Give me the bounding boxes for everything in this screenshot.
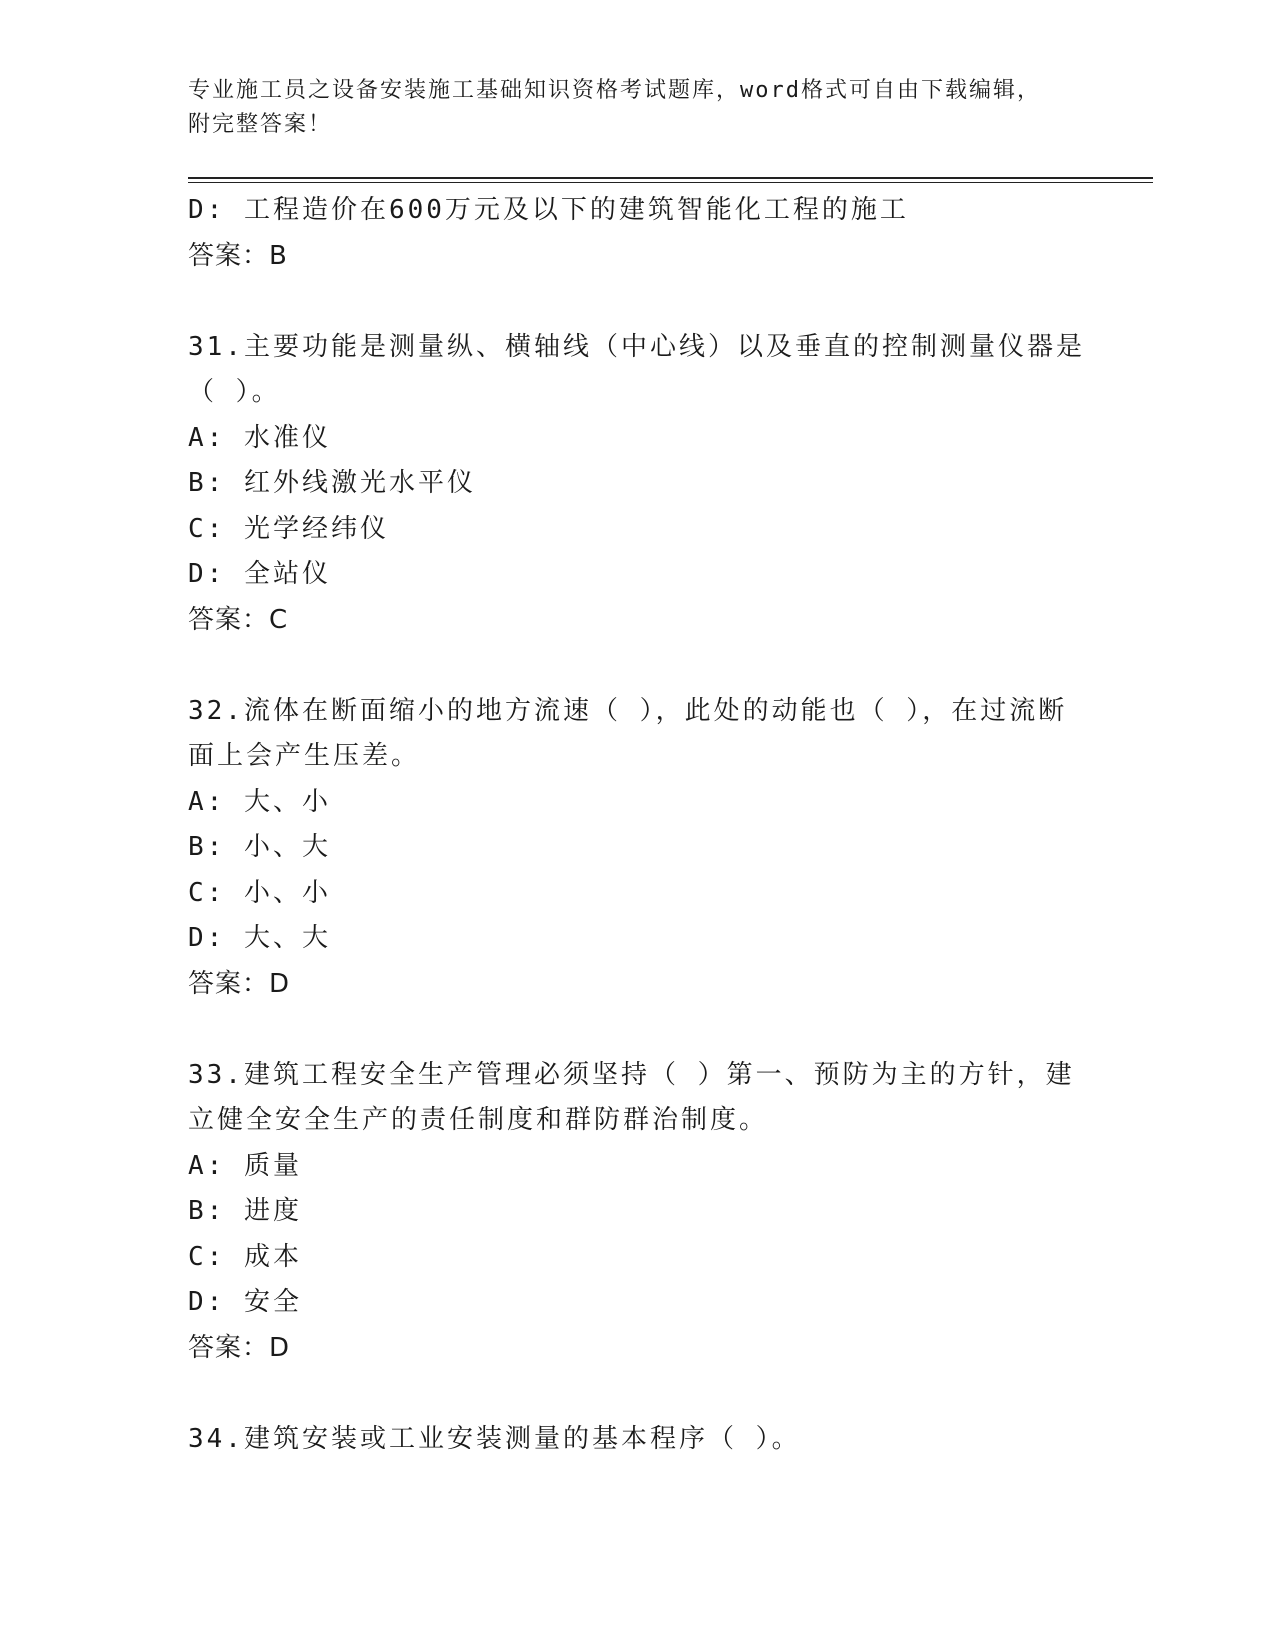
- option-d: D: 全站仪: [188, 559, 331, 589]
- option-b: B: 红外线激光水平仪: [188, 468, 476, 498]
- header-divider-thick: [188, 177, 1153, 179]
- answer: 答案：D: [188, 1332, 291, 1363]
- header-line-2: 附完整答案！: [188, 112, 333, 137]
- spacer: [188, 279, 1088, 325]
- question-stem-cont: 立健全安全生产的责任制度和群防群治制度。: [188, 1105, 769, 1135]
- question-list: [188, 188, 1088, 1462]
- option-a: A: 水准仪: [188, 422, 331, 453]
- question-32: [188, 689, 1088, 1008]
- question-stem: 34.建筑安装或工业安装测量的基本程序（ ）。: [188, 1423, 801, 1454]
- option-a: A: 质量: [188, 1150, 302, 1181]
- header-divider-thin: [188, 182, 1153, 183]
- option-d: D: 安全: [188, 1287, 302, 1317]
- option-d: D: 大、大: [188, 923, 331, 953]
- spacer: [188, 1371, 1088, 1417]
- option-c: C: 光学经纬仪: [188, 513, 389, 544]
- question-stem: 33.建筑工程安全生产管理必须坚持（ ）第一、预防为主的方针，建: [188, 1059, 1075, 1090]
- answer: 答案：C: [188, 604, 289, 635]
- answer: 答案：D: [188, 968, 291, 999]
- spacer: [188, 643, 1088, 689]
- question-33: [188, 1053, 1088, 1372]
- question-31: [188, 325, 1088, 644]
- question-stem: 32.流体在断面缩小的地方流速（ ），此处的动能也（ ），在过流断: [188, 695, 1068, 726]
- question-stem-cont: 面上会产生压差。: [188, 741, 421, 771]
- option-c: C: 小、小: [188, 877, 331, 908]
- header-line-1: 专业施工员之设备安装施工基础知识资格考试题库，word格式可自由下载编辑，: [188, 78, 1041, 103]
- spacer: [188, 1007, 1088, 1053]
- prev-answer: 答案：B: [188, 240, 288, 271]
- option-c: C: 成本: [188, 1241, 302, 1272]
- option-a: A: 大、小: [188, 786, 331, 817]
- option-b: B: 小、大: [188, 832, 331, 862]
- option-b: B: 进度: [188, 1196, 302, 1226]
- question-34: [188, 1417, 1088, 1463]
- question-stem-cont: （ ）。: [188, 377, 281, 407]
- document-header: [188, 74, 1088, 142]
- question-stem: 31.主要功能是测量纵、横轴线（中心线）以及垂直的控制测量仪器是: [188, 331, 1085, 362]
- prev-option-d: D: 工程造价在600万元及以下的建筑智能化工程的施工: [188, 195, 909, 225]
